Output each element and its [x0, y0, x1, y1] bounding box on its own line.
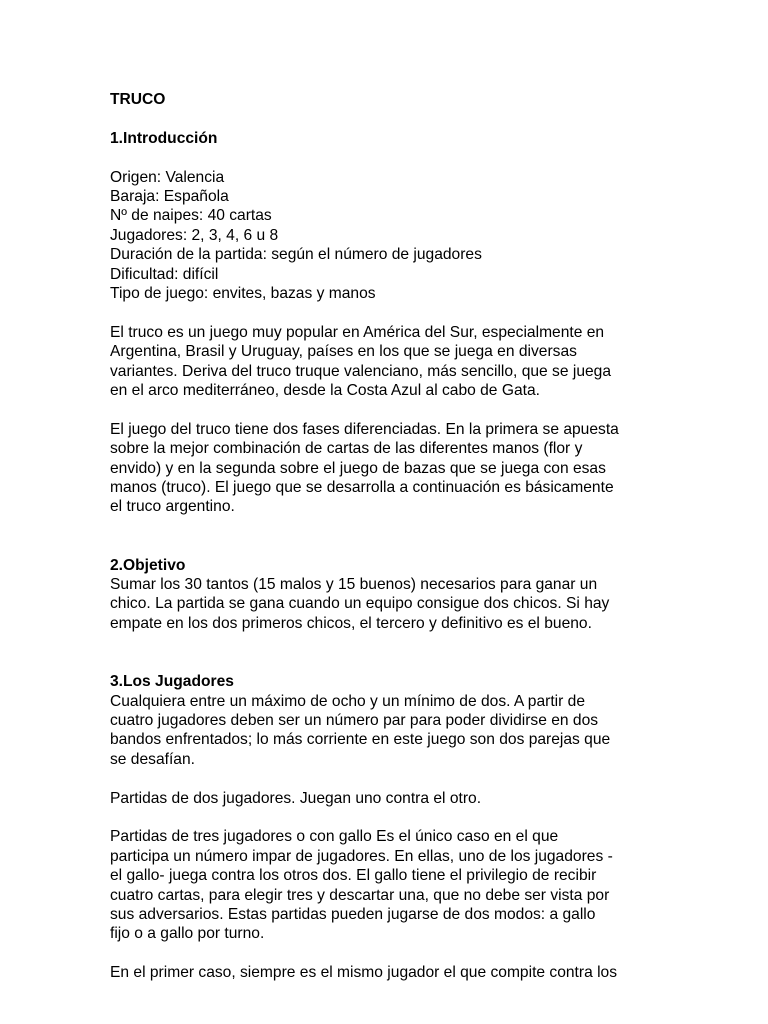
objetivo-paragraph: [110, 575, 670, 633]
spacer: [110, 944, 670, 963]
info-tipo: Tipo de juego: envites, bazas y manos: [110, 285, 376, 303]
jugadores-paragraph-4: [110, 963, 670, 982]
paragraph-line: bandos enfrentados; lo más corriente en este juego son dos parejas que: [110, 731, 611, 749]
paragraph-line: sus adversarios. Estas partidas pueden jugarse de dos modos: a gallo: [110, 905, 596, 923]
paragraph-line: cuatro cartas, para elegir tres y descartar una, que no debe ser vista por: [110, 886, 610, 904]
spacer: [110, 517, 670, 556]
info-baraja: Baraja: Española: [110, 188, 229, 205]
paragraph-line: El juego del truco tiene dos fases diferenciadas. En la primera se apuesta: [110, 420, 619, 438]
paragraph-line: envido) y en la segunda sobre el juego de bazas que se juega con esas: [110, 459, 606, 477]
spacer: [110, 148, 670, 167]
paragraph-line: Cualquiera entre un máximo de ocho y un mínimo de dos. A partir de: [110, 692, 586, 710]
spacer: [110, 808, 670, 827]
paragraph-line: Partidas de tres jugadores o con gallo Es el único caso en el que: [110, 828, 559, 846]
paragraph-line: manos (truco). El juego que se desarrolla a continuación es básicamente: [110, 479, 614, 497]
jugadores-paragraph-1: [110, 692, 670, 770]
info-origen: Origen: Valencia: [110, 168, 225, 186]
spacer: [110, 400, 670, 419]
paragraph-line: sobre la mejor combinación de cartas de las diferentes manos (flor y: [110, 440, 583, 458]
paragraph-line: empate en los dos primeros chicos, el tercero y definitivo es el bueno.: [110, 614, 592, 632]
intro-paragraph-1: [110, 323, 670, 401]
paragraph-line: Argentina, Brasil y Uruguay, países en los que se juega en diversas: [110, 343, 577, 361]
paragraph-line: El truco es un juego muy popular en América del Sur, especialmente en: [110, 323, 605, 341]
spacer: [110, 633, 670, 672]
paragraph-line: el gallo- juega contra los otros dos. El gallo tiene el privilegio de recibir: [110, 867, 597, 885]
paragraph-line: cuatro jugadores deben ser un número par para poder dividirse en dos: [110, 711, 599, 729]
spacer: [110, 303, 670, 322]
paragraph-line: participa un número impar de jugadores. En ellas, uno de los jugadores -: [110, 847, 613, 865]
section-heading-jugadores: 3.Los Jugadores: [110, 673, 234, 691]
info-dificultad: Dificultad: difícil: [110, 265, 219, 283]
document-page: [110, 90, 670, 983]
intro-paragraph-2: [110, 420, 670, 517]
paragraph-line: se desafían.: [110, 750, 195, 768]
info-duracion: Duración de la partida: según el número de jugadores: [110, 246, 482, 264]
document-title: TRUCO: [110, 91, 166, 108]
paragraph-line: el truco argentino.: [110, 498, 235, 516]
info-naipes: Nº de naipes: 40 cartas: [110, 207, 272, 225]
paragraph-line: chico. La partida se gana cuando un equipo consigue dos chicos. Si hay: [110, 595, 610, 613]
jugadores-paragraph-2: [110, 789, 670, 808]
paragraph-line: Partidas de dos jugadores. Juegan uno contra el otro.: [110, 789, 482, 807]
paragraph-line: en el arco mediterráneo, desde la Costa Azul al cabo de Gata.: [110, 382, 540, 400]
game-info-list: [110, 168, 670, 304]
section-heading-objetivo: 2.Objetivo: [110, 556, 186, 574]
paragraph-line: fijo o a gallo por turno.: [110, 925, 265, 943]
paragraph-line: Sumar los 30 tantos (15 malos y 15 buenos) necesarios para ganar un: [110, 576, 598, 594]
paragraph-line: variantes. Deriva del truco truque valenciano, más sencillo, que se juega: [110, 362, 612, 380]
spacer: [110, 769, 670, 788]
info-jugadores: Jugadores: 2, 3, 4, 6 u 8: [110, 226, 279, 244]
jugadores-paragraph-3: [110, 827, 670, 943]
section-heading-introduccion: 1.Introducción: [110, 129, 218, 147]
paragraph-line: En el primer caso, siempre es el mismo jugador el que compite contra los: [110, 964, 618, 982]
